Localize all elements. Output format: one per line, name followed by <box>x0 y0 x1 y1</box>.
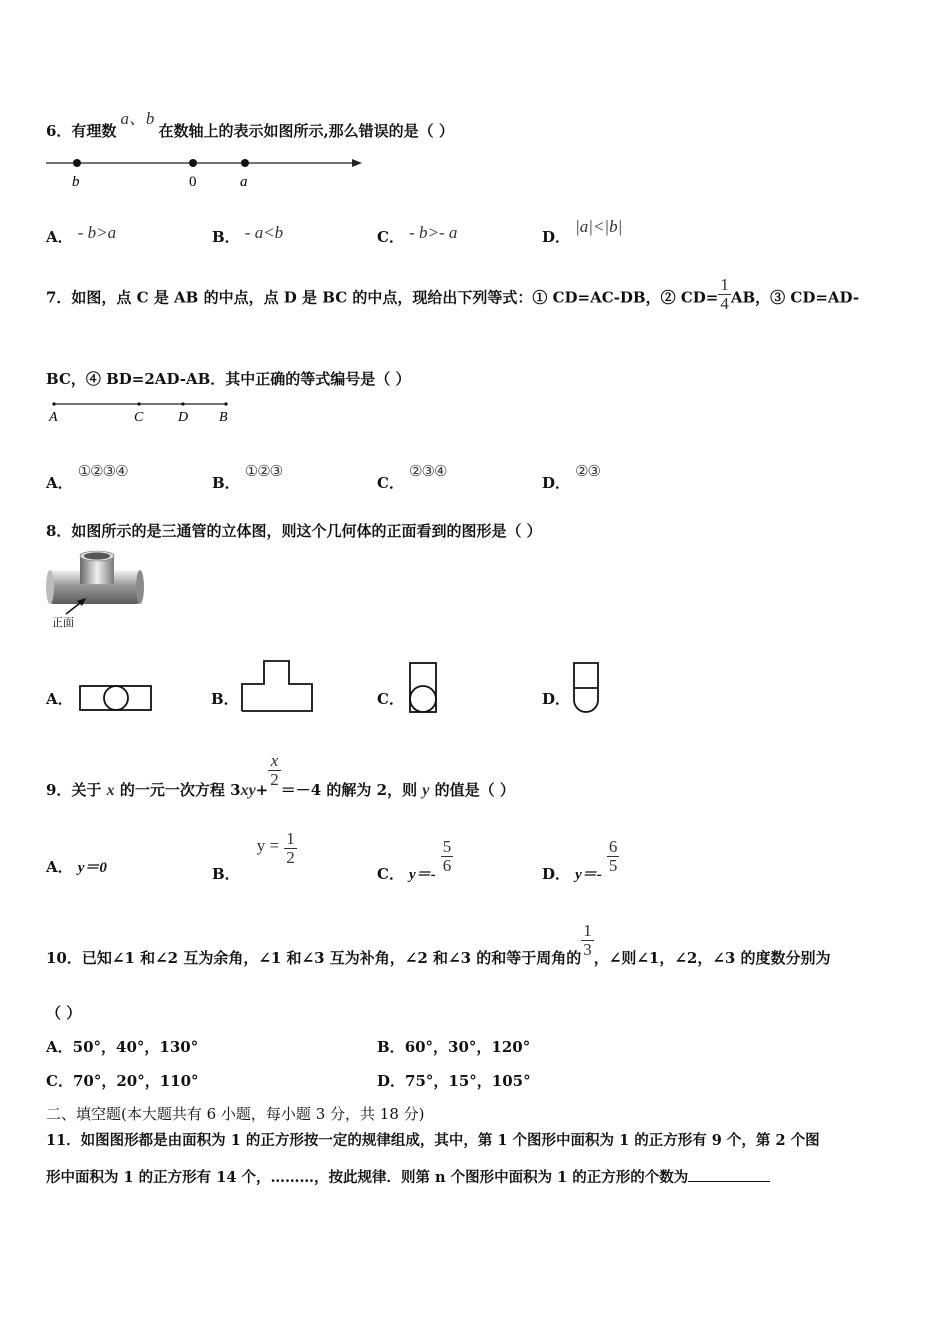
q7-option-c[interactable]: C． ②③④ <box>377 462 447 492</box>
q10-paren: （ ） <box>46 1004 82 1022</box>
q9-fraction: $\frac{x}{2}$ <box>270 751 279 789</box>
q9-option-a[interactable]: A． y＝0 <box>46 858 107 876</box>
q9-option-c[interactable]: C． y＝- $\frac{5}{6}$ <box>377 837 452 883</box>
point-b <box>73 159 81 167</box>
q9-options <box>46 829 766 883</box>
label-C: C <box>134 410 144 425</box>
q6-vars: a、b <box>120 109 155 128</box>
q9-stem: 9．关于 x 的一元一次方程 3xy+ $\frac{x}{2}$ ＝－4 的解为 2，则 y 的值是（ ） <box>46 751 515 799</box>
q8-option-d-letter[interactable]: D． <box>542 690 571 708</box>
q6-option-d[interactable]: D． |a|<|b| <box>542 217 623 246</box>
q10-fraction: $\frac{1}{3}$ <box>583 921 592 959</box>
label-b: b <box>72 174 80 190</box>
q9-option-b[interactable]: B． y = $\frac{1}{2}$ <box>212 829 295 883</box>
q8-option-b-figure[interactable] <box>239 658 317 714</box>
q6-suffix: 在数轴上的表示如图所示,那么错误的是（ ） <box>158 122 454 140</box>
q7-fraction: $\frac{1}{4}$ <box>720 275 729 313</box>
point-a <box>241 159 249 167</box>
label-B: B <box>219 410 228 425</box>
q6-stem <box>46 109 454 141</box>
q7-option-b[interactable]: B． ①②③ <box>212 462 283 492</box>
number-line-arrow <box>352 159 362 167</box>
q11-answer-blank[interactable] <box>688 1167 770 1182</box>
q6-option-c[interactable]: C． - b>- a <box>377 223 458 246</box>
front-label: 正面 <box>52 617 74 629</box>
q8-tee-pipe-image <box>44 548 150 632</box>
q8-option-a-letter[interactable]: A． <box>46 690 73 708</box>
label-zero: 0 <box>189 174 197 190</box>
q9-option-d[interactable]: D． y＝- $\frac{6}{5}$ <box>542 837 618 883</box>
q7-segment-diagram <box>44 396 244 428</box>
q6-option-b[interactable]: B． - a<b <box>212 223 284 246</box>
q7-option-a[interactable]: A． ①②③④ <box>46 462 128 492</box>
q10-option-b[interactable]: B．60°，30°，120° <box>377 1038 531 1056</box>
q10-option-c[interactable]: C．70°，20°，110° <box>46 1072 199 1090</box>
q11-line2: 形中面积为 1 的正方形有 14 个，………，按此规律．则第 n 个图形中面积为 1 的正方形的个数为 <box>46 1166 770 1187</box>
q8-option-c-figure[interactable] <box>407 660 441 716</box>
q6-number-line <box>44 150 374 190</box>
q8-stem: 8．如图所示的是三通管的立体图，则这个几何体的正面看到的图形是（ ） <box>46 522 542 540</box>
q11-line1: 11．如图图形都是由面积为 1 的正方形按一定的规律组成，其中，第 1 个图形中面积为 1 的正方形有 9 个，第 2 个图 <box>46 1132 820 1149</box>
point-zero <box>189 159 197 167</box>
q7-line2: BC，④ BD=2AD-AB．其中正确的等式编号是（ ） <box>46 370 411 388</box>
q7-option-d[interactable]: D． ②③ <box>542 462 601 492</box>
q6-option-a[interactable]: A． - b>a <box>46 223 117 246</box>
label-a: a <box>240 174 248 190</box>
q8-option-c-letter[interactable]: C． <box>377 690 404 708</box>
label-A: A <box>49 410 58 425</box>
q8-option-b-letter[interactable]: B． <box>211 690 239 708</box>
section-2-title: 二、填空题(本大题共有 6 小题，每小题 3 分，共 18 分) <box>46 1105 425 1123</box>
q7-line1: 7．如图，点 C 是 AB 的中点，点 D 是 BC 的中点，现给出下列等式：① CD=AC-DB，② CD= $\frac{1}{4}$ AB，③ CD=AD- <box>46 275 860 313</box>
q10-option-a[interactable]: A．50°，40°，130° <box>46 1038 199 1056</box>
q8-option-a-figure[interactable] <box>78 684 154 714</box>
label-D: D <box>178 410 189 425</box>
q8-option-d-figure[interactable] <box>571 660 603 716</box>
q10-option-d[interactable]: D．75°，15°，105° <box>377 1072 531 1090</box>
q10-stem: 10．已知∠1 和∠2 互为余角，∠1 和∠3 互为补角，∠2 和∠3 的和等于周角的 $\frac{1}{3}$ ，∠则∠1，∠2，∠3 的度数分别为 <box>46 921 831 967</box>
q6-prefix: 6．有理数 <box>46 122 117 140</box>
